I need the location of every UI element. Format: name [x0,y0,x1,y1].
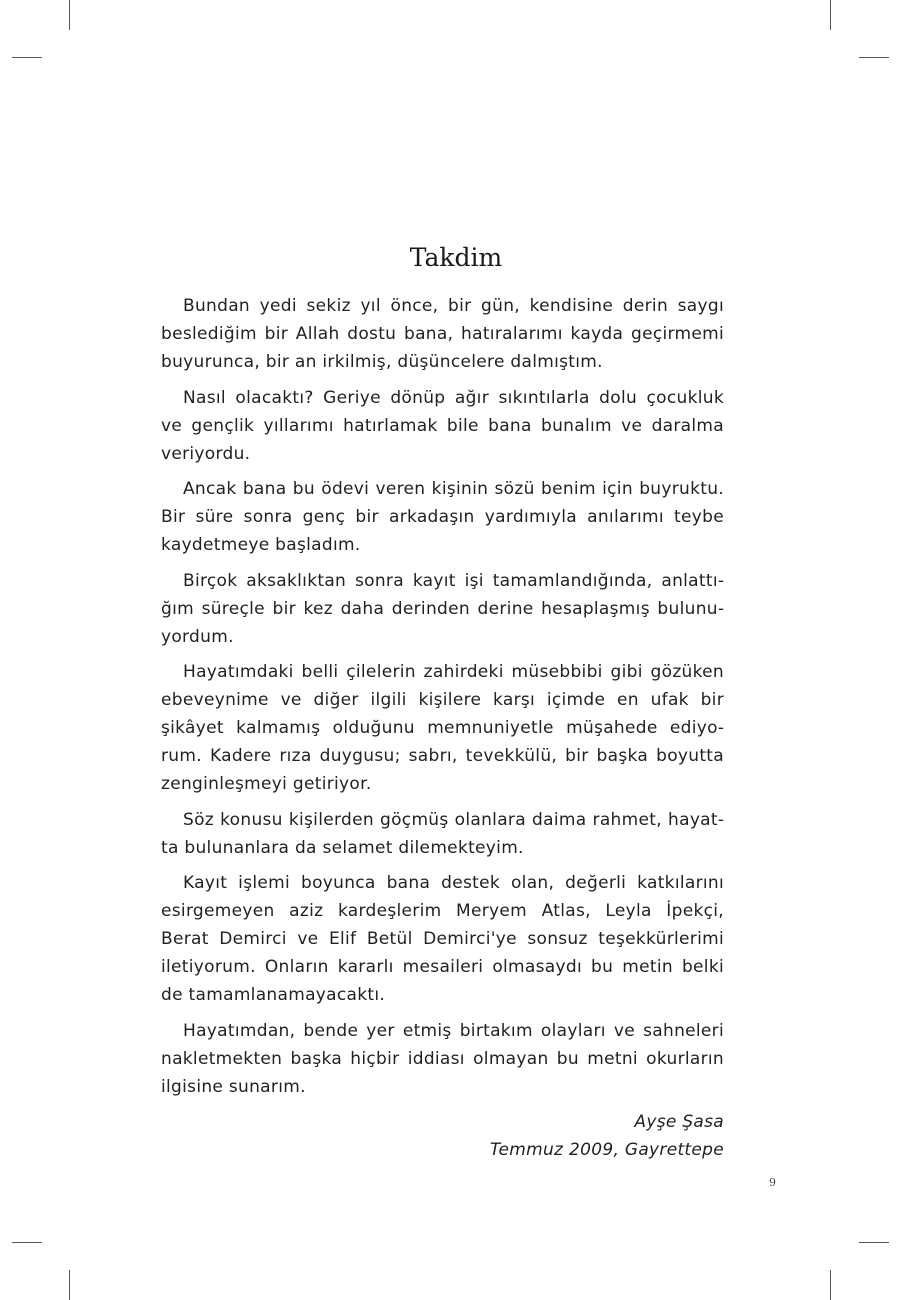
crop-mark-right-top [859,57,889,58]
crop-mark-left-bottom [12,1242,42,1243]
body-text [161,292,724,1164]
crop-mark-bottom-left [69,1270,70,1300]
paragraph: Nasıl olacaktı? Geriye dönüp ağır sıkıntılarla dolu çocukluk ve gençlik yıllarımı hatırlamak bile bana bunalım ve daralma veriyordu. [161,387,724,464]
crop-mark-bottom-right [830,1270,831,1300]
crop-mark-top-right [830,0,831,30]
signature-name: Ayşe Şasa [634,1112,724,1132]
paragraph: Söz konusu kişilerden göçmüş olanlara daima rahmet, hayatta bulunanlara da selamet dilemekteyim. [161,809,724,858]
signature-block [161,1108,724,1164]
crop-mark-top-left [69,0,70,30]
crop-mark-left-top [12,57,42,58]
paragraph: Bundan yedi sekiz yıl önce, bir gün, kendisine derin saygı beslediğim bir Allah dostu bana, hatıralarımı kayda geçirmemi buyurunca, bir an irkilmiş, düşüncelere dalmıştım. [161,296,724,372]
page-title: Takdim [409,243,503,272]
paragraph: Kayıt işlemi boyunca bana destek olan, değerli katkılarını esirgemeyen aziz kardeşlerim Meryem Atlas, Leyla İpekçi, Berat Demirci ve Elif Betül Demirci'ye sonsuz teşekkürlerimi iletiyorum. Onların kararlı mesaileri olmasaydı bu metin belki de tamamlanamayacaktı. [161,873,724,1005]
paragraph: Hayatımdan, bende yer etmiş birtakım olayları ve sahneleri nakletmekten başka hiçbir iddiası olmayan bu metni okurların ilgisine sunarım. [161,1020,724,1097]
paragraph: Hayatımdaki belli çilelerin zahirdeki müsebbibi gibi gözüken ebeveynime ve diğer ilgili kişilere karşı içimde en ufak bir şikâyet kalmamış olduğunu memnuniyetle müşahede ediyorum. Kadere rıza duygusu; sabrı, tevekkülü, bir başka boyutta zenginleşmeyi getiriyor. [161,662,724,794]
paragraph: Birçok aksaklıktan sonra kayıt işi tamamlandığında, anlattığım süreçle bir kez daha derinden derine hesaplaşmış bulunuyordum. [161,570,724,647]
crop-mark-right-bottom [859,1242,889,1243]
signature-date-place: Temmuz 2009, Gayrettepe [489,1140,724,1160]
page-number: 9 [769,1176,776,1189]
paragraph: Ancak bana bu ödevi veren kişinin sözü benim için buyruktu. Bir süre sonra genç bir arkadaşın yardımıyla anılarımı teybe kaydetmeye başladım. [161,479,724,555]
